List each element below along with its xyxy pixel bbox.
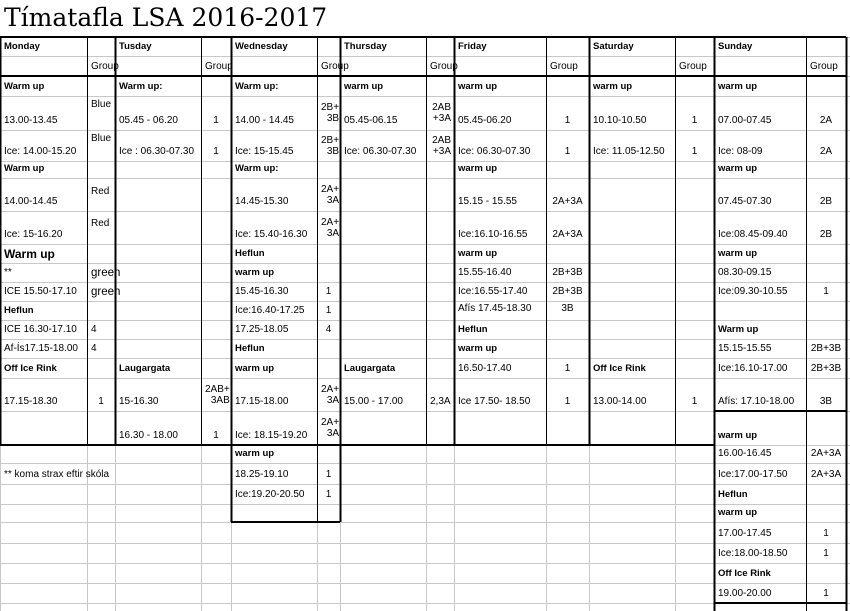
monday-time-5: ** bbox=[4, 267, 12, 278]
sunday-warmup-3: warm up bbox=[718, 248, 758, 259]
friday-group-1: 1 bbox=[564, 115, 571, 126]
wednesday-warmup-2: Warm up: bbox=[235, 163, 279, 174]
header-tuesday: Tusday bbox=[119, 41, 152, 52]
sunday-group-6: 1 bbox=[823, 286, 829, 297]
monday-time-1: 13.00-13.45 bbox=[4, 115, 58, 126]
monday-group-1: Blue bbox=[91, 99, 112, 110]
friday-time-4: Ice:16.10-16.55 bbox=[458, 229, 528, 240]
wednesday-group-3: 2A+ 3A bbox=[321, 183, 340, 206]
header-wednesday: Wednesday bbox=[235, 41, 288, 52]
group-header-thursday: Group bbox=[430, 61, 458, 72]
monday-heflun: Heflun bbox=[4, 305, 34, 316]
monday-warmup-3: Warm up bbox=[4, 247, 55, 261]
monday-group-2: Blue bbox=[91, 133, 112, 144]
thursday-time-1: 05.45-06.15 bbox=[344, 115, 398, 126]
header-thursday: Thursday bbox=[344, 41, 387, 52]
group-header-saturday: Group bbox=[679, 61, 707, 72]
friday-heflun: Heflun bbox=[458, 324, 488, 335]
sunday-warmup-5: warm up bbox=[718, 430, 758, 441]
sunday-warmup-4: Warm up bbox=[718, 324, 759, 335]
sunday-group-9: 3B bbox=[819, 396, 833, 407]
sunday-time-12: 17.00-17.45 bbox=[718, 528, 772, 539]
friday-group-5: 2B+3B bbox=[552, 267, 583, 278]
monday-time-9: 17.15-18.30 bbox=[4, 396, 58, 407]
wednesday-warmup-3: warm up bbox=[235, 267, 275, 278]
thursday-group-1: 2AB +3A bbox=[432, 102, 451, 124]
wednesday-time-11: Ice:19.20-20.50 bbox=[235, 489, 305, 500]
sunday-group-10: 2A+3A bbox=[810, 448, 842, 459]
friday-group-2: 1 bbox=[564, 146, 571, 157]
wednesday-group-6: 1 bbox=[325, 305, 332, 316]
monday-group-3: Red bbox=[91, 186, 110, 197]
wednesday-time-10: 18.25-19.10 bbox=[235, 469, 289, 480]
saturday-time-2: Ice: 11.05-12.50 bbox=[593, 146, 665, 157]
group-header-tuesday: Group bbox=[205, 61, 233, 72]
wednesday-time-6: Ice:16.40-17.25 bbox=[235, 305, 305, 316]
sunday-time-3: 07.45-07.30 bbox=[718, 196, 772, 207]
tuesday-group-3: 2AB+ 3AB bbox=[205, 383, 230, 406]
tuesday-warmup-1: Warm up: bbox=[119, 81, 163, 92]
sunday-group-1: 2A bbox=[819, 115, 833, 126]
wednesday-group-4: 2A+ 3A bbox=[321, 216, 340, 239]
wednesday-heflun-2: Heflun bbox=[235, 343, 265, 354]
monday-group-9: 1 bbox=[98, 396, 104, 407]
thursday-warmup-1: warm up bbox=[344, 81, 384, 92]
header-sunday: Sunday bbox=[718, 41, 753, 52]
wednesday-time-1: 14.00 - 14.45 bbox=[235, 115, 294, 126]
sunday-time-9: Afís: 17.10-18.00 bbox=[718, 396, 795, 407]
monday-warmup-2: Warm up bbox=[4, 163, 45, 174]
wednesday-group-9: 2A+ 3A bbox=[321, 417, 340, 439]
wednesday-time-3: 14.45-15.30 bbox=[235, 196, 289, 207]
friday-group-8: 1 bbox=[564, 363, 571, 374]
monday-group-5: green bbox=[91, 267, 121, 279]
monday-group-4: Red bbox=[91, 218, 110, 229]
sunday-time-14: 19.00-20.00 bbox=[718, 588, 772, 599]
wednesday-group-11: 1 bbox=[325, 489, 332, 500]
wednesday-time-4: Ice: 15.40-16.30 bbox=[235, 229, 308, 240]
wednesday-time-7: 17.25-18.05 bbox=[235, 324, 289, 335]
sunday-group-13: 1 bbox=[823, 548, 829, 559]
monday-time-8: Af-Ís17.15-18.00 bbox=[4, 343, 78, 354]
friday-warmup-1: warm up bbox=[458, 81, 498, 92]
page-title: Tímatafla LSA 2016-2017 bbox=[4, 3, 328, 32]
friday-time-7: Afís 17.45-18.30 bbox=[458, 303, 532, 314]
sunday-group-2: 2A bbox=[819, 146, 833, 157]
wednesday-warmup-5: warm up bbox=[235, 448, 275, 459]
tuesday-time-4: 16.30 - 18.00 bbox=[119, 430, 178, 441]
thursday-time-3: 15.00 - 17.00 bbox=[344, 396, 403, 407]
sunday-group-7: 2B+3B bbox=[810, 343, 842, 354]
tuesday-group-2: 1 bbox=[213, 146, 219, 157]
wednesday-warmup-1: Warm up: bbox=[235, 81, 279, 92]
friday-group-9: 1 bbox=[564, 396, 571, 407]
monday-footnote: ** koma strax eftir skóla bbox=[4, 469, 110, 480]
wednesday-warmup-4: warm up bbox=[235, 363, 275, 374]
group-header-monday: Group bbox=[91, 61, 119, 72]
wednesday-time-8: 17.15-18.00 bbox=[235, 396, 289, 407]
monday-time-2: Ice: 14.00-15.20 bbox=[4, 146, 77, 157]
friday-time-3: 15.15 - 15.55 bbox=[458, 196, 517, 207]
sunday-time-10: 16.00-16.45 bbox=[718, 448, 772, 459]
wednesday-group-7: 4 bbox=[325, 324, 332, 335]
monday-group-7: 4 bbox=[91, 324, 97, 335]
sunday-off-ice-rink: Off Ice Rink bbox=[718, 568, 771, 579]
sunday-group-11: 2A+3A bbox=[810, 469, 842, 480]
friday-time-6: Ice:16.55-17.40 bbox=[458, 286, 528, 297]
sunday-time-5: 08.30-09.15 bbox=[718, 267, 772, 278]
saturday-off-ice-rink: Off Ice Rink bbox=[593, 363, 646, 374]
tuesday-group-4: 1 bbox=[213, 430, 219, 441]
header-saturday: Saturday bbox=[593, 41, 634, 52]
friday-time-9: Ice 17.50- 18.50 bbox=[458, 396, 531, 407]
tuesday-time-1: 05.45 - 06.20 bbox=[119, 115, 178, 126]
monday-time-6: ICE 15.50-17.10 bbox=[4, 286, 77, 297]
thursday-time-2: Ice: 06.30-07.30 bbox=[344, 146, 417, 157]
monday-time-7: ICE 16.30-17.10 bbox=[4, 324, 77, 335]
friday-time-8: 16.50-17.40 bbox=[458, 363, 512, 374]
sunday-time-13: Ice:18.00-18.50 bbox=[718, 548, 788, 559]
friday-time-1: 05.45-06.20 bbox=[458, 115, 512, 126]
friday-warmup-4: warm up bbox=[458, 343, 498, 354]
sunday-time-4: Ice:08.45-09.40 bbox=[718, 229, 788, 240]
thursday-group-2: 2AB +3A bbox=[432, 134, 451, 157]
wednesday-group-1: 2B+ 3B bbox=[321, 102, 340, 124]
wednesday-group-10: 1 bbox=[325, 469, 332, 480]
monday-group-8: 4 bbox=[91, 343, 97, 354]
sunday-time-7: 15.15-15.55 bbox=[718, 343, 772, 354]
saturday-time-3: 13.00-14.00 bbox=[593, 396, 647, 407]
sunday-group-4: 2B bbox=[819, 229, 833, 240]
group-header-friday: Group bbox=[550, 61, 578, 72]
friday-time-2: Ice: 06.30-07.30 bbox=[458, 146, 531, 157]
saturday-time-1: 10.10-10.50 bbox=[593, 115, 647, 126]
header-friday: Friday bbox=[458, 41, 487, 52]
wednesday-group-5: 1 bbox=[325, 286, 332, 297]
sunday-group-3: 2B bbox=[819, 196, 833, 207]
monday-off-ice-rink: Off Ice Rink bbox=[4, 363, 57, 374]
thursday-laugargata: Laugargata bbox=[344, 363, 396, 374]
wednesday-time-5: 15.45-16.30 bbox=[235, 286, 289, 297]
sunday-warmup-2: warm up bbox=[718, 163, 758, 174]
friday-time-5: 15.55-16.40 bbox=[458, 267, 512, 278]
saturday-group-1: 1 bbox=[691, 115, 698, 126]
header-monday: Monday bbox=[4, 41, 40, 52]
friday-group-6: 2B+3B bbox=[552, 286, 583, 297]
thursday-group-3: 2,3A bbox=[430, 396, 451, 407]
sunday-time-8: Ice:16.10-17.00 bbox=[718, 363, 788, 374]
sunday-heflun: Heflun bbox=[718, 489, 748, 500]
sunday-warmup-1: warm up bbox=[718, 81, 758, 92]
sunday-group-14: 1 bbox=[823, 588, 829, 599]
friday-warmup-3: warm up bbox=[458, 248, 498, 259]
group-header-wednesday: Group bbox=[321, 61, 349, 72]
sunday-group-12: 1 bbox=[823, 528, 829, 539]
sunday-time-2: Ice: 08-09 bbox=[718, 146, 763, 157]
monday-warmup-1: Warm up bbox=[4, 81, 45, 92]
monday-group-6: green bbox=[91, 286, 121, 298]
sunday-warmup-6: warm up bbox=[718, 507, 758, 518]
sunday-time-11: Ice:17.00-17.50 bbox=[718, 469, 788, 480]
wednesday-time-2: Ice: 15-15.45 bbox=[235, 146, 294, 157]
group-header-sunday: Group bbox=[810, 61, 838, 72]
friday-group-7: 3B bbox=[561, 303, 574, 314]
wednesday-time-9: Ice: 18.15-19.20 bbox=[235, 430, 308, 441]
wednesday-heflun-1: Heflun bbox=[235, 248, 265, 259]
sunday-time-6: Ice:09.30-10.55 bbox=[718, 286, 788, 297]
saturday-group-2: 1 bbox=[691, 146, 698, 157]
friday-warmup-2: warm up bbox=[458, 163, 498, 174]
monday-time-3: 14.00-14.45 bbox=[4, 196, 58, 207]
tuesday-group-1: 1 bbox=[213, 115, 219, 126]
saturday-group-3: 1 bbox=[691, 396, 698, 407]
sunday-time-1: 07.00-07.45 bbox=[718, 115, 772, 126]
tuesday-time-3: 15-16.30 bbox=[119, 396, 159, 407]
saturday-warmup-1: warm up bbox=[593, 81, 633, 92]
monday-time-4: Ice: 15-16.20 bbox=[4, 229, 63, 240]
wednesday-group-2: 2B+ 3B bbox=[321, 134, 340, 157]
tuesday-laugargata: Laugargata bbox=[119, 363, 171, 374]
sunday-group-8: 2B+3B bbox=[810, 363, 842, 374]
friday-group-3: 2A+3A bbox=[552, 196, 583, 207]
tuesday-time-2: Ice : 06.30-07.30 bbox=[119, 146, 195, 157]
friday-group-4: 2A+3A bbox=[552, 229, 583, 240]
wednesday-group-8: 2A+ 3A bbox=[321, 383, 340, 406]
